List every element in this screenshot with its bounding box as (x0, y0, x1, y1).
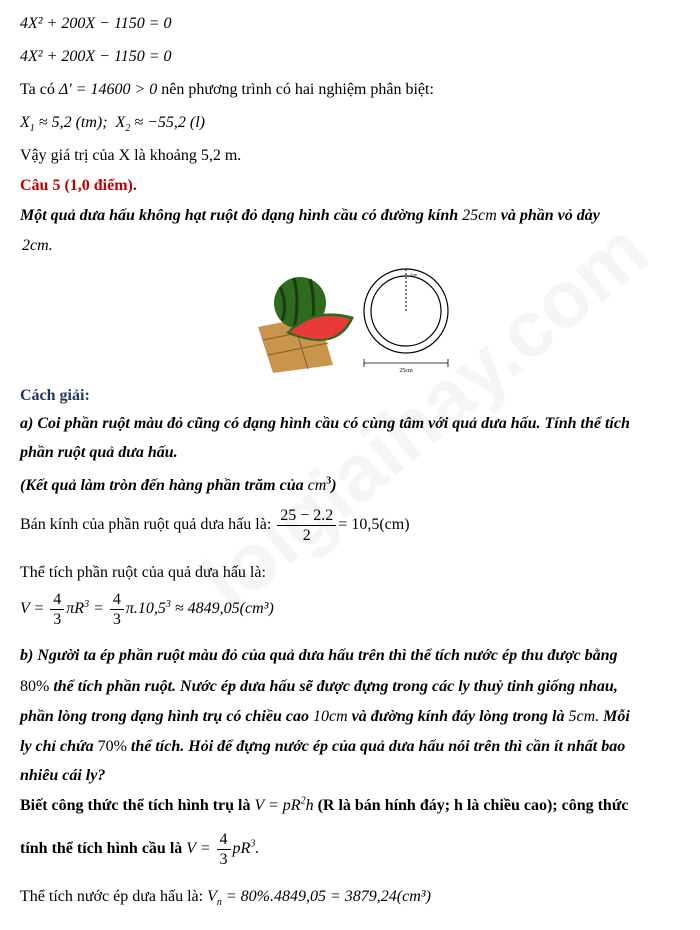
figure-dimension-label: 25cm (399, 368, 413, 374)
equation-1: 4X² + 200X − 1150 = 0 (20, 15, 172, 32)
part-b-diameter: 5cm. (568, 708, 600, 725)
formula-line-1: Biết công thức thể tích hình trụ là $V = pR^2h$ (R là bán hính đáy; h là chiều cao); công thức (20, 795, 629, 814)
solution-title: Cách giải: (20, 387, 90, 404)
question-thickness: 2cm. (22, 237, 53, 254)
volume-result: ≈ 4849,05(cm³) (174, 600, 274, 618)
radius-label: Bán kính của phần ruột quả dưa hấu là: (20, 516, 272, 534)
part-b-line-5: nhiêu cái ly? (20, 767, 106, 784)
juice-label: Thể tích nước ép dưa hấu là: (20, 888, 204, 905)
juice-line: Thể tích nước ép dưa hấu là: $V_n = 80\%.4849,05 = 3879,24(cm^3)$ (20, 888, 431, 909)
radius-denominator: 2 (302, 527, 311, 544)
part-b-fill-percent: 70% (97, 738, 127, 755)
root-2-tag: (l) (189, 114, 206, 131)
question-title: Câu 5 (1,0 điểm). (20, 177, 137, 194)
part-b-line-1: b) Người ta ép phần ruột màu đỏ của quả dưa hấu trên thì thể tích nước ép thu được bằng (20, 647, 618, 664)
part-a-note: (Kết quả làm tròn đến hàng phần trăm của $cm^3$) (20, 475, 337, 494)
delta-suffix: nên phương trình có hai nghiệm phân biệt: (161, 81, 434, 98)
equation-2: 4X² + 200X − 1150 = 0 (20, 48, 172, 65)
radius-fraction (277, 506, 336, 545)
formula-line-2: tính thể tích hình cầu là V = $\frac{4}{3}$ $pR^3$. (20, 831, 260, 868)
volume-label: Thể tích phần ruột của quả dưa hấu là: (20, 564, 266, 581)
delta-prefix: Ta có (20, 81, 55, 98)
root-1-tag: (tm); (75, 114, 108, 131)
part-a-line-2: phần ruột quả dưa hấu. (20, 444, 178, 461)
question-line-1 (20, 206, 600, 226)
radius-numerator: 25 − 2.2 (277, 506, 336, 526)
part-a-note-prefix: (Kết quả làm tròn đến hàng phần trăm của (20, 477, 304, 494)
formula-2-a: tính thể tích hình cầu là (20, 840, 183, 858)
root-2: −55,2 (147, 114, 186, 131)
formula-1-b: (R là bán hính đáy; h là chiều cao); công thức (317, 797, 629, 814)
part-b-line-3-a: phần lòng trong dạng hình trụ có chiều cao (20, 708, 309, 725)
figure-thickness-label: 2cm (410, 272, 417, 277)
question-diameter: 25cm (462, 207, 497, 224)
part-b-line-2 (20, 677, 618, 697)
formula-1-a: Biết công thức thể tích hình trụ là (20, 797, 251, 814)
delta-expr: Δ' = 14600 > 0 (58, 81, 158, 98)
question-text-a: Một quả dưa hấu không hạt ruột đỏ dạng hình cầu có đường kính (20, 207, 459, 224)
question-text-b: và phần vỏ dày (500, 207, 600, 224)
part-b-line-4-a: ly chỉ chứa (20, 738, 94, 755)
part-a-note-unit: cm (307, 477, 327, 494)
cross-section-diagram (364, 269, 448, 367)
part-a-note-suffix: ) (331, 477, 337, 494)
delta-line (20, 80, 434, 100)
radius-line (20, 506, 410, 545)
part-b-line-4-b: thể tích. Hỏi để đựng nước ép của quả dưa hấu nói trên thì cần ít nhất bao (130, 738, 626, 755)
part-b-line-3-b: và đường kính đáy lòng trong là (351, 708, 565, 725)
root-1: 5,2 (51, 114, 72, 131)
part-b-line-4 (20, 737, 625, 757)
juice-expr: = 80%.4849,05 = 3879,24(cm³) (225, 888, 431, 905)
radius-result: = 10,5(cm) (338, 516, 410, 534)
volume-formula: V = $\frac{4}{3}$ $\pi R^3$ = $\frac{4}{3}$ π.10,5$^3$ ≈ 4849,05(cm³) (20, 591, 274, 628)
part-b-line-3 (20, 707, 630, 727)
part-a-line-1: a) Coi phần ruột màu đỏ cũng có dạng hình cầu có cùng tâm với quả dưa hấu. Tính thể tích (20, 415, 630, 432)
part-b-juice-percent: 80% (20, 678, 50, 695)
part-b-line-2-text: thể tích phần ruột. Nước ép dưa hấu sẽ được đựng trong các ly thuỷ tinh giống nhau, (53, 678, 618, 695)
part-b-height: 10cm (312, 708, 348, 725)
watermelon-figure (258, 265, 453, 375)
conclusion: Vậy giá trị của X là khoảng 5,2 m. (20, 147, 242, 164)
roots-line: $X_1 \approx 5,2$ (tm); $X_2 \approx -55,2$ (l) (20, 114, 206, 135)
part-b-line-3-c: Mỗi (603, 708, 630, 725)
